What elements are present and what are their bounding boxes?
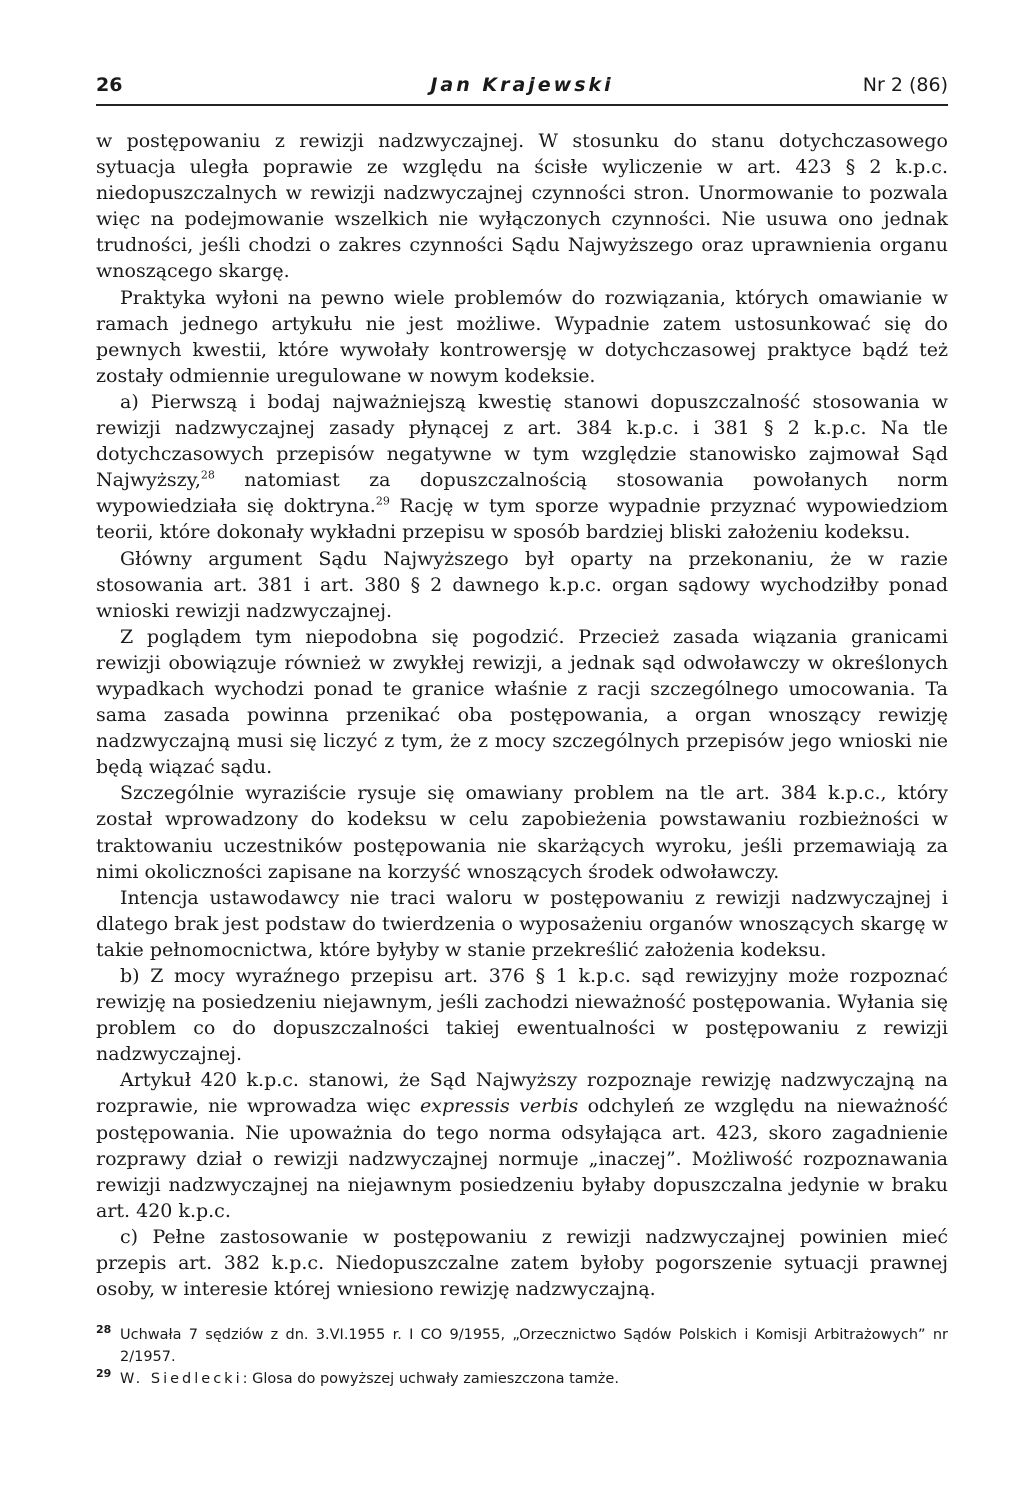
paragraph <box>96 1224 948 1302</box>
running-header <box>96 70 948 106</box>
paragraph-text: odchyleń ze względu na nieważność postępowania. Nie upoważnia do tego norma odsyłająca art. 423, skoro zagadnienie rozprawy dział o rewizji nadzwyczajnej normuje „inaczej”. Możliwość rozpoznawania rewizji nadzwyczajnej na niejawnym posiedzeniu byłaby dopuszczalna jedynie w braku art. 420 k.p.c. <box>96 1095 949 1222</box>
body-text <box>96 128 948 1302</box>
paragraph <box>96 546 948 624</box>
paragraph-text: a) Pierwszą i bodaj najważniejszą kwestię stanowi dopuszczalność stosowania w rewizji nadzwyczajnej zasady płynącej z art. 384 k.p.c. i 381 § 2 k.p.c. Na tle dotychczasowych przepisów negatywne w tym względzie stanowisko zajmował Sąd Najwyższy, <box>96 390 948 492</box>
paragraph <box>96 389 948 546</box>
footnote-author: W. Siedlecki <box>120 1371 243 1388</box>
paragraph <box>96 285 948 389</box>
paragraph-text: Artykuł 420 k.p.c. stanowi, że Sąd Najwyższy rozpoznaje rewizję nadzwyczajną na rozprawie, nie wprowadza więc <box>96 1069 948 1118</box>
paragraph-text: b) Z mocy wyraźnego przepisu art. 376 § 1 k.p.c. sąd rewizyjny może rozpoznać rewizję na posiedzeniu niejawnym, jeśli zachodzi nieważność postępowania. Wyłania się problem co do dopuszczalności takiej ewentualności w postępowaniu z rewizji nadzwyczajnej. <box>96 965 948 1066</box>
footnote-reference: 29 <box>375 494 390 508</box>
paragraph-text: Praktyka wyłoni na pewno wiele problemów do rozwiązania, których omawianie w ramach jednego artykułu nie jest możliwe. Wypadnie zatem ustosunkować się do pewnych kwestii, które wywołały kontrowersję w dotychczasowej praktyce bądź też zostały odmiennie uregulowane w nowym kodeksie. <box>96 286 948 387</box>
paragraph <box>96 128 948 285</box>
footnote-29: 29 W. Siedlecki: Glosa do powyższej uchwały zamieszczona tamże. <box>96 1367 619 1388</box>
footnote-28: 28 Uchwała 7 sędziów z dn. 3.VI.1955 r. I CO 9/1955, „Orzecznictwo Sądów Polskich i Komisji Arbitrażowych” nr 2/1957. <box>96 1323 948 1366</box>
paragraph <box>96 963 948 1067</box>
running-author: Jan Krajewski <box>430 74 614 96</box>
paragraph <box>96 780 948 884</box>
paragraph-text: c) Pełne zastosowanie w postępowaniu z rewizji nadzwyczajnej powinien mieć przepis art. 382 k.p.c. Niedopuszczalne zatem byłoby pogorszenie sytuacji prawnej osoby, w interesie której wniesiono rewizję nadzwyczajną. <box>96 1225 948 1301</box>
issue-number: Nr 2 (86) <box>862 74 948 96</box>
paragraph <box>96 885 948 963</box>
paragraph-text: Szczególnie wyraziście rysuje się omawiany problem na tle art. 384 k.p.c., który został wprowadzony do kodeksu w celu zapobieżenia powstawaniu rozbieżności w traktowaniu uczestników postępowania nie skarżących wyroku, jeśli przemawiają za nimi okoliczności zapisane na korzyść wnoszących środek odwoławczy. <box>96 782 948 883</box>
page-number: 26 <box>96 74 123 96</box>
paragraph <box>96 624 948 781</box>
footnote-reference: 28 <box>200 468 215 482</box>
paragraph <box>96 1067 948 1224</box>
paragraph-text: w postępowaniu z rewizji nadzwyczajnej. W stosunku do stanu dotychczasowego sytuacja uległa poprawie ze względu na ścisłe wyliczenie w art. 423 § 2 k.p.c. niedopuszczalnych w rewizji nadzwyczajnej czynności stron. Unormowanie to pozwala więc na podejmowanie wszelkich nie wyłączonych czynności. Nie usuwa ono jednak trudności, jeśli chodzi o zakres czynności Sądu Najwyższego oraz uprawnienia organu wnoszącego skargę. <box>96 130 948 283</box>
page <box>96 70 948 1390</box>
footnote-text: : Glosa do powyższej uchwały zamieszczona tamże. <box>242 1371 619 1388</box>
footnotes <box>96 1324 948 1390</box>
paragraph-text: Główny argument Sądu Najwyższego był oparty na przekonaniu, że w razie stosowania art. 381 i art. 380 § 2 dawnego k.p.c. organ sądowy wychodziłby ponad wnioski rewizji nadzwyczajnej. <box>96 547 948 622</box>
paragraph-text: Z poglądem tym niepodobna się pogodzić. Przecież zasada wiązania granicami rewizji obowiązuje również w zwykłej rewizji, a jednak sąd odwoławczy w określonych wypadkach wychodzi ponad te granice właśnie z racji szczególnego umocowania. Ta sama zasada powinna przenikać oba postępowania, a organ wnoszący rewizję nadzwyczajną musi się liczyć z tym, że z mocy szczególnych przepisów jego wnioski nie będą wiązać sądu. <box>96 625 948 779</box>
paragraph-text: Rację w tym sporze wypadnie przyznać wypowiedziom teorii, które dokonały wykładni przepisu w sposób bardziej bliski założeniu kodeksu. <box>96 495 948 544</box>
italic-phrase: expressis verbis <box>420 1095 579 1118</box>
footnote-text: Uchwała 7 sędziów z dn. 3.VI.1955 r. I CO 9/1955, „Orzecznictwo Sądów Polskich i Komisji Arbitrażowych” nr 2/1957. <box>120 1327 948 1366</box>
paragraph-text: Intencja ustawodawcy nie traci waloru w postępowaniu z rewizji nadzwyczajnej i dlatego brak jest podstaw do twierdzenia o wyposażeniu organów wnoszących skargę w takie pełnomocnictwa, które byłyby w stanie przekreślić założenia kodeksu. <box>96 886 948 961</box>
paragraph-text: natomiast za dopuszczalnością stosowania powołanych norm wypowiedziała się doktryna. <box>96 469 948 518</box>
